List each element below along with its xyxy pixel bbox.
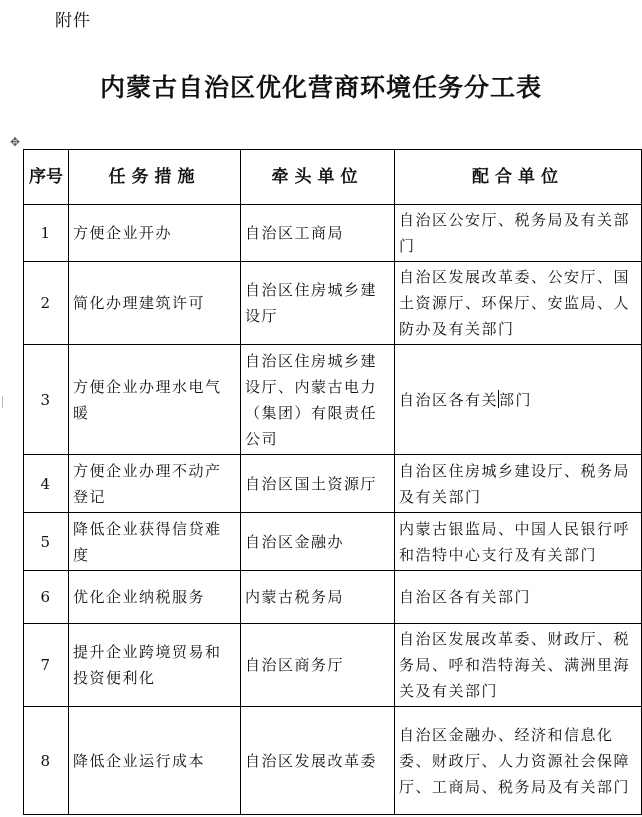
row-lead: 自治区商务厅 bbox=[241, 624, 395, 707]
row-cooperate: 自治区金融办、经济和信息化委、财政厅、人力资源社会保障厅、工商局、税务局及有关部门 bbox=[395, 707, 642, 815]
row-no: 2 bbox=[24, 262, 69, 345]
row-measure: 优化企业纳税服务 bbox=[69, 571, 241, 624]
row-measure: 方便企业开办 bbox=[69, 205, 241, 262]
row-no: 1 bbox=[24, 205, 69, 262]
row-lead: 自治区住房城乡建设厅 bbox=[241, 262, 395, 345]
header-lead: 牵头单位 bbox=[241, 150, 395, 205]
row-cooperate: 自治区发展改革委、财政厅、税务局、呼和浩特海关、满洲里海关及有关部门 bbox=[395, 624, 642, 707]
cooperate-text-a: 自治区各有关 bbox=[399, 390, 499, 409]
header-no: 序号 bbox=[24, 150, 69, 205]
row-cooperate: 内蒙古银监局、中国人民银行呼和浩特中心支行及有关部门 bbox=[395, 513, 642, 571]
row-lead: 内蒙古税务局 bbox=[241, 571, 395, 624]
move-icon[interactable]: ✥ bbox=[9, 135, 21, 149]
table-row bbox=[24, 707, 642, 815]
table-row bbox=[24, 571, 642, 624]
row-cooperate: 自治区公安厅、税务局及有关部门 bbox=[395, 205, 642, 262]
row-lead: 自治区发展改革委 bbox=[241, 707, 395, 815]
row-cooperate[interactable] bbox=[395, 345, 642, 455]
row-lead: 自治区国土资源厅 bbox=[241, 455, 395, 513]
row-lead: 自治区工商局 bbox=[241, 205, 395, 262]
row-measure: 方便企业办理水电气暖 bbox=[69, 345, 241, 455]
row-measure: 提升企业跨境贸易和投资便利化 bbox=[69, 624, 241, 707]
row-lead: 自治区住房城乡建设厅、内蒙古电力（集团）有限责任公司 bbox=[241, 345, 395, 455]
row-cooperate: 自治区住房城乡建设厅、税务局及有关部门 bbox=[395, 455, 642, 513]
row-cooperate: 自治区各有关部门 bbox=[395, 571, 642, 624]
table-header-row bbox=[24, 150, 642, 205]
row-lead: 自治区金融办 bbox=[241, 513, 395, 571]
header-measure: 任务措施 bbox=[69, 150, 241, 205]
row-measure: 降低企业获得信贷难度 bbox=[69, 513, 241, 571]
table-row bbox=[24, 345, 642, 455]
row-measure: 方便企业办理不动产登记 bbox=[69, 455, 241, 513]
row-measure: 降低企业运行成本 bbox=[69, 707, 241, 815]
row-no: 6 bbox=[24, 571, 69, 624]
row-no: 3 bbox=[24, 345, 69, 455]
row-cooperate: 自治区发展改革委、公安厅、国土资源厅、环保厅、安监局、人防办及有关部门 bbox=[395, 262, 642, 345]
page-title: 内蒙古自治区优化营商环境任务分工表 bbox=[99, 73, 542, 102]
task-table bbox=[23, 149, 642, 815]
row-no: 4 bbox=[24, 455, 69, 513]
table-row bbox=[24, 624, 642, 707]
row-no: 8 bbox=[24, 707, 69, 815]
header-cooperate: 配合单位 bbox=[395, 150, 642, 205]
table-row bbox=[24, 262, 642, 345]
cooperate-text-b: 部门 bbox=[499, 390, 533, 409]
table-row bbox=[24, 455, 642, 513]
row-no: 5 bbox=[24, 513, 69, 571]
row-measure: 简化办理建筑许可 bbox=[69, 262, 241, 345]
row-no: 7 bbox=[24, 624, 69, 707]
margin-marker bbox=[2, 396, 9, 408]
table-row bbox=[24, 205, 642, 262]
table-row bbox=[24, 513, 642, 571]
attachment-label: 附件 bbox=[55, 11, 91, 31]
